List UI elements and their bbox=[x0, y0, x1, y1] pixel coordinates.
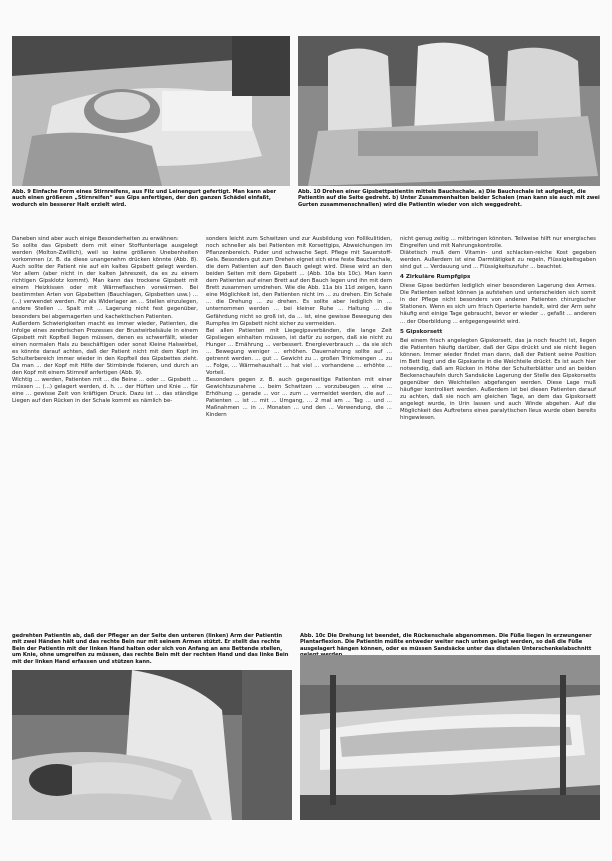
column-1-paragraph: Wichtig ... werden, Patienten mit ... die Beine ... oder ... Gipsbett ... müssen ... (...) gelagert werden, d. h. ... der Hüften und Knie ... für eine ... gewisse Zeit von kräftigen Druck. Dazu ist ... das ständige Liegen auf den Rücken in der Schale kommt es nämlich be- bbox=[12, 376, 198, 405]
figure-10c-illustration bbox=[300, 655, 600, 820]
figure-10-caption: Abb. 10 Drehen einer Gipsbettpatientin mittels Bauchschale. a) Die Bauchschale ist aufgelegt, die Patientin auf die Seite gedreht. b) Unter Zusammenhalten beider Schalen (man kann sie auch mit zwei Gurten zusammenschnallen) wird die Patientin wieder von sich weggedreht. bbox=[298, 189, 600, 208]
column-1-paragraph: Außerdem Schwierigkeiten macht es immer wieder, Patienten, die infolge eines zerebrischen Prozesses der Brustwirbelsäule in einem Gipsbett mit Kopfteil liegen müssen, denen es schwerfällt, wieder einen normalen Hals zu beschäftigen oder sonst Kleine Halswirbel, es könnte darauf achten, daß der Patient nicht mit dem Kopf im Schulterbereich immer wieder in den Kopfteil des Gipsbettes zieht. Da man ... der Kopf mit Hilfe der Stirnbinde fixieren, und durch an den Kopf mit einem Stirnreif anfertigen (Abb. 9). bbox=[12, 320, 198, 376]
column-2-paragraph: Besonders gegen z. B. auch gegenseitige Patienten mit einer Gewichtszunahme ... beim Schwitzen ... vorzubeugen ... eine ... Erhöhung ... gerade ... vor ... zum ... vermeidet werden, die auf ... Patienten ... ist ... mit ... Umgang, ... 2 mal am ... Tag ... und ... Maßnahmen ... in ... Monaten ... und den ... Verwendung, die ... Kindern bbox=[206, 376, 392, 419]
figure-10-illustration bbox=[298, 36, 600, 186]
column-1-paragraph: So sollte das Gipsbett dem mit einer Stoffunterlage ausgelegt werden (Molton-Zwillich), weil so keine größeren Unebenheiten vorkommen (z. B. da diese unangenehm drücken könnte (Abb. 8). Auch sollte der Patient nie auf ein kaltes Gipsbett gelegt werden. Vor allem (aber nicht in der kalten Jahreszeit, da es zu einem richtigen Gipsklotz kommt). Man kann das trockene Gipsbett mit einem Heizkissen oder mit Wärmeflaschen vorwärmen. Bei bestimmten Arten von Gipsbetten (Bauchlagen, Gipsbetten usw.) ... (...) verwendet werden. Für als Widerlager an ... Stellen einzulegen, andere Stellen ... Spalt mit ... Lagerung nicht fest gegenüber, besonders bei abgemagerten und kachektischen Patienten. bbox=[12, 243, 198, 320]
text-column-1 bbox=[12, 236, 198, 626]
column-3-paragraph: Diese Gipse bedürfen lediglich einer besonderen Lagerung des Armes. Die Patienten selbst können ja aufstehen und unterscheiden sich somit in der Pflege nicht besonders von anderen Patienten chirurgischer Stationen. Wenn es sich um frisch Operierte handelt, wird der Arm sehr häufig erst einige Tage gebraucht, bevor er wieder ... gefaßt ... anderen ... der Oberbildung ... entgegengewirkt wird. bbox=[400, 283, 596, 325]
figure-9-caption: Abb. 9 Einfache Form eines Stirnreifens, aus Filz und Leinengurt gefertigt. Man kann aber auch einen größeren „Stirnreifen“ aus Gips anfertigen, der den ganzen Schädel einfaßt, wodurch ein besserer Halt erzielt wird. bbox=[12, 189, 277, 208]
column-2-paragraph: Bei allen Patienten mit Liegegipsverbänden, die lange Zeit Gipsliegen einhalten müssen, ist dafür zu sorgen, daß sie nicht zu Hunger ... Ernährung ... verbessert. Energieverbrauch ... da sie sich ... Bewegung weniger ... erhöhen. Dauernahrung sollte auf ... getrennt werden. ... gut ... Gewicht zu ... großen Trinkmengen ... zu ... Folge, ... Wärmehaushalt ... hat viel ... vorhandene ... erhöhte ... Vorteil. bbox=[206, 327, 392, 376]
text-column-2 bbox=[206, 236, 392, 626]
figure-10b-caption: gedrehten Patientin ab, daß der Pfleger an der Seite den unteren (linken) Arm der Patientin mit zwei Händen hält und das rechte Bein nur mit seinem Armen stützt. Er stellt das rechte Bein der Patientin mit der linken Hand halten oder sich von Anfang an ans Bettende stellen, um Knie, ohne umgreifen zu müssen, das rechte Bein mit der rechten Hand und das linke Bein mit der linken Hand erfassen und stützen kann. bbox=[12, 633, 289, 665]
text-column-3 bbox=[400, 236, 596, 626]
column-1-paragraph: Daneben sind aber auch einige Besonderheiten zu erwähnen: bbox=[12, 236, 179, 242]
figure-10c-photo bbox=[300, 655, 600, 820]
column-3-paragraph: nicht genug zeitig ... mitbringen könnten. Teilweise hilft nur energisches Eingreifen und mit Nahrungskontrolle. bbox=[400, 236, 596, 250]
section-heading-5: 5 Gipskorsett bbox=[400, 328, 443, 335]
column-2-paragraph: sonders leicht zum Schwitzen und zur Ausbildung von Follikulitiden, noch schneller als bei Patienten mit Korsettgips, Abweichungen im Pflanzenbereich. Puder und schwache Sept. Pflege mit Sauerstoff-Gels. Besonders gut zum Drehen eignet sich eine feste Bauchschale, die dem Patienten auf den Bauch gelegt wird. Diese wird an den beiden Seiten mit dem Gipsbett ... (Abb. 10a bis 10c). Man kann dem Patienten auf einen Brett auf den Bauch legen und ihn mit dem Brett zusammen umdrehen. Wie die Abb. 11a bis 11d zeigen, kann eine Möglichkeit ist, den Patienten nicht im ... zu drehen. Ein Schale ... die Drehung ... zu drehen. Es sollte aber lediglich in ... unternommen werden ... bei kleiner Ruhe ... Haltung ... die Gefährdung nicht so groß ist, da ... ist, eine gewisse Bewegung des Rumpfes im Gipsbett nicht sicher zu vermeiden. bbox=[206, 236, 392, 327]
figure-10b-photo bbox=[12, 670, 292, 820]
column-3-paragraph: Diätetisch muß dem Vitamin- und schlacken-reiche Kost gegeben werden. Außerdem ist eine Darmtätigkeit zu regeln, Flüssigkeitsgaben sind gut ... Verdauung und ... Flüssigkeitszufuhr ... beachtet. bbox=[400, 250, 596, 271]
figure-10b-illustration bbox=[12, 670, 292, 820]
figure-10c-caption: Abb. 10c Die Drehung ist beendet, die Rückenschale abgenommen. Die Füße liegen in erzwungener Plantarflexion. Die Patientin müßte entweder weiter nach unten gelegt werden, so daß die Füße ausgelagert hängen können, oder es müssen Sandsäcke unter das distalen Unterschenkelabschnitt bbox=[300, 633, 592, 652]
column-3-paragraph: Bei einem frisch angelegten Gipskorsett, das ja noch feucht ist, liegen die Patienten häufig darüber, daß der Gips drückt und sie nicht liegen können. Immer wieder findet man dann, daß der Patient seine Position im Bett liegt und die Gipskante in die Weichteile drückt. Es ist auch hier notwendig, daß am Rücken in Höhe der Schulterblätter und an beiden Beckenschaufeln durch Sandsäcke Lagerung der Stelle des Gipskorsetts gegenüber den Weichteilen abgefangen werden. Diese Lage muß häufiger kontrolliert werden. Außerdem ist bei diesen Patienten darauf zu achten, daß sie noch am gleichen Tage, an dem das Gipskorsett angelegt wurde, in Urin lassen und auch Winde abgehen. Auf die Möglichkeit des Auftretens eines paralytischen Ileus wurde oben bereits hingewiesen. bbox=[400, 337, 596, 422]
section-heading-4: 4 Zirkuläre Rumpfgips bbox=[400, 274, 471, 281]
figure-9-illustration bbox=[12, 36, 290, 186]
figure-10-photo bbox=[298, 36, 600, 186]
figure-9-photo bbox=[12, 36, 290, 186]
